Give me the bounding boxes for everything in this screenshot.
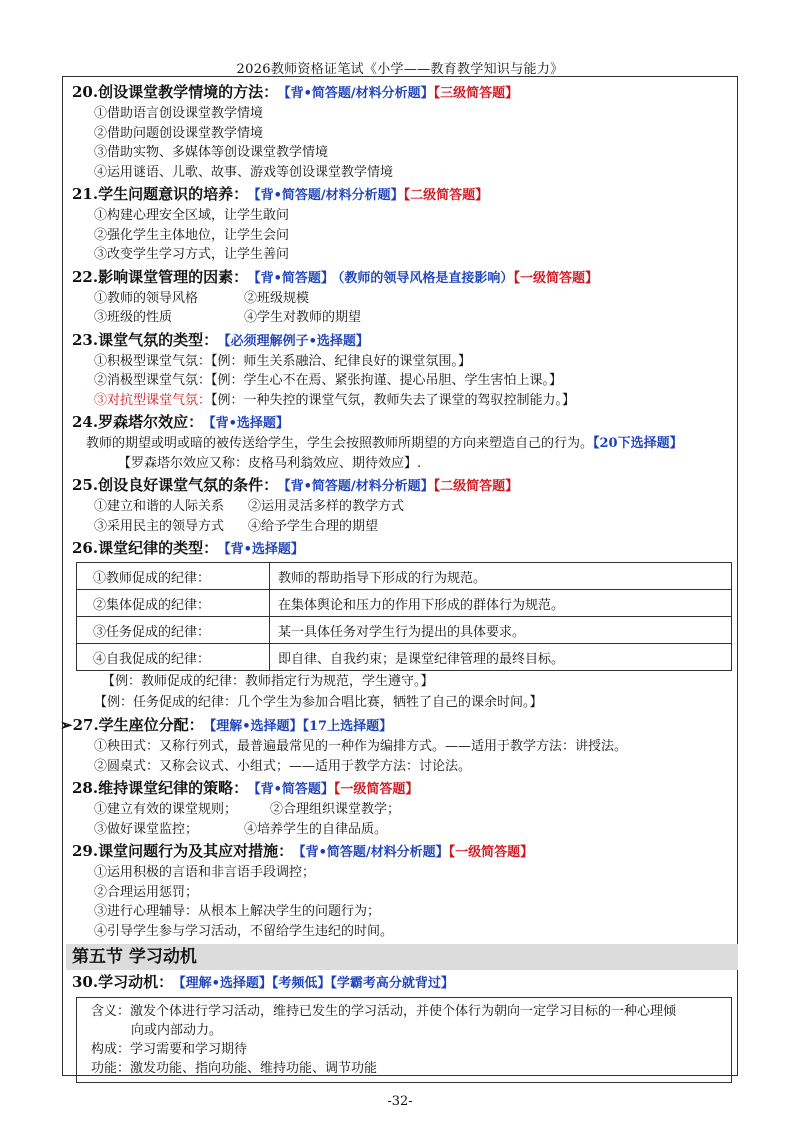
section-26-tag: 【背•选择题】 [224,542,304,557]
section-22-title: 22.影响课堂管理的因素： [72,267,249,286]
list-item: ②合理组织课堂教学； [270,802,401,817]
composition-text: 构成：学习需要和学习期待 [91,1042,248,1057]
section-29-level: 【一级简答题】 [448,845,534,860]
chapter-heading: 第五节 学习动机 [66,944,738,970]
section-24 [72,412,732,473]
section-23 [72,330,732,411]
list-item: ③采用民主的领导方式 [94,518,225,534]
section-30-title: 30.学习动机： [72,973,174,991]
list-item: ①教师的领导风格 [94,290,199,306]
section-23-title: 23.课堂气氛的类型： [72,330,219,349]
section-25-title: 25.创设良好课堂气氛的条件： [72,476,279,494]
list-item: ②借助问题创设课堂教学情境 [94,125,264,141]
table-row [77,563,732,590]
page-number: -32- [387,1094,413,1109]
list-item: ①秧田式：又称行列式，最普遍最常见的一种作为编排方式。——适用于教学方法：讲授法。 [94,739,628,754]
section-29-tag: 【背•简答题/材料分析题】 [299,845,449,860]
section-25-tag: 【背•简答题/材料分析题】 [284,479,434,494]
list-item: ③班级的性质 [94,310,173,325]
section-26 [72,538,732,713]
section-20-tag: 【背•简答题/材料分析题】 [284,86,434,101]
table-cell-desc: 教师的帮助指导下形成的行为规范。 [270,563,732,590]
atmosphere-type: ①积极型课堂气氛： [94,353,212,369]
table-cell-desc: 在集体舆论和压力的作用下形成的群体行为规范。 [270,590,732,617]
definition-label: 含义： [91,1004,131,1019]
section-20-level: 【三级简答题】 [433,86,519,101]
section-27 [60,715,732,776]
section-25-level: 【二级简答题】 [433,479,519,494]
table-row [77,617,732,644]
table-cell-desc: 某一具体任务对学生行为提出的具体要求。 [270,617,732,644]
example-2: 【例：任务促成的纪律：几个学生为参加合唱比赛，牺牲了自己的课余时间。】 [94,695,543,710]
section-25 [72,475,732,536]
section-27-title: 27.学生座位分配： [72,716,204,734]
atmosphere-example: 【例：学生心不在焉、紧张拘谨、提心吊胆、学生害怕上课。】 [211,373,563,388]
section-21-tag: 【背•简答题/材料分析题】 [254,188,404,203]
definition-text: 激发个体进行学习活动，维持已发生的学习活动，并使个体行为朝向一定学习目标的一种心理倾 [130,1004,677,1019]
section-28-tag: 【背•简答题】 [254,782,334,797]
section-23-tag: 【必须理解例子•选择题】 [224,333,369,349]
table-cell-type: ③任务促成的纪律： [77,617,270,644]
section-24-text: 教师的期望或明或暗的被传送给学生，学生会按照教师所期望的方向来塑造自己的行为。 [86,436,594,451]
section-22 [72,267,732,328]
discipline-table [76,562,732,671]
table-cell-type: ①教师促成的纪律： [77,563,270,590]
page-header: 2026教师资格证笔试《小学——教育教学知识与能力》 [236,62,564,77]
list-item: ④学生对教师的期望 [244,310,362,325]
list-item: ①运用积极的言语和非言语手段调控； [94,865,316,880]
section-24-title: 24.罗森塔尔效应： [72,413,204,431]
list-item: ④引导学生参与学习活动，不留给学生违纪的时间。 [94,923,394,939]
list-item: ②班级规模 [244,290,310,306]
table-row [77,590,732,617]
section-24-alias: 【罗森塔尔效应又称：皮格马利翁效应、期待效应】. [118,455,422,471]
section-28-title: 28.维持课堂纪律的策略： [72,779,249,797]
list-item: ②运用灵活多样的教学方式 [248,499,405,514]
section-20-title: 20.创设课堂教学情境的方法： [72,83,279,101]
section-21-title: 21.学生问题意识的培养： [72,185,249,203]
section-22-level: 【一级简答题】 [513,270,598,286]
atmosphere-example: 【例：一种失控的课堂气氛，教师失去了课堂的驾驭控制能力。】 [211,392,576,408]
list-item: ②强化学生主体地位，让学生会问 [94,227,290,243]
section-21-level: 【二级简答题】 [403,188,489,203]
list-item: ④运用谜语、儿歌、故事、游戏等创设课堂教学情境 [94,164,394,180]
list-item: ①借助语言创设课堂教学情境 [94,106,264,121]
atmosphere-type: ②消极型课堂气氛： [94,373,212,388]
list-item: ③进行心理辅导：从根本上解决学生的问题行为； [94,904,381,919]
section-29-title: 29.课堂问题行为及其应对措施： [72,842,294,860]
section-20 [72,82,732,182]
section-26-title: 26.课堂纪律的类型： [72,539,219,557]
list-item: ②圆桌式：又称会议式、小组式；——适用于教学方法：讨论法。 [94,758,472,774]
section-28-level: 【一级简答题】 [333,782,419,797]
definition-box [76,997,732,1083]
section-24-tag: 【背•选择题】 [209,416,289,431]
table-cell-desc: 即自律、自我约束；是课堂纪律管理的最终目标。 [270,644,732,671]
list-item: ③改变学生学习方式，让学生善问 [94,247,290,262]
section-28 [72,778,732,839]
list-item: ③借助实物、多媒体等创设课堂教学情境 [94,145,329,160]
section-21 [72,184,732,265]
list-item: ③做好课堂监控； [94,821,199,837]
list-item: ①建立有效的课堂规则； [94,802,238,817]
atmosphere-type: ③对抗型课堂气氛： [94,392,212,408]
list-item: ①建立和谐的人际关系 [94,499,225,514]
table-cell-type: ④自我促成的纪律： [77,644,270,671]
table-cell-type: ②集体促成的纪律： [77,590,270,617]
definition-text-cont: 向或内部动力。 [131,1023,223,1038]
section-30-tag: 【理解•选择题】【考频低】【学霸考高分就背过】 [179,976,454,991]
example-1: 【例：教师促成的纪律：教师指定行为规范，学生遵守。】 [102,674,434,689]
section-29 [72,841,732,941]
section-27-exam-tag: 【17上选择题】 [302,719,393,734]
list-item: ②合理运用惩罚； [94,884,199,900]
arrow-icon: ➢ [60,716,73,734]
list-item: ④给予学生合理的期望 [248,518,379,534]
table-row [77,644,732,671]
section-30 [72,972,732,1083]
section-24-exam-tag: 【20下选择题】 [593,436,683,451]
section-22-tag: 【背•简答题】 [254,270,334,286]
section-22-note: （教师的领导风格是直接影响） [337,270,514,286]
page-content [60,80,732,1083]
list-item: ④培养学生的自律品质。 [244,821,388,837]
atmosphere-example: 【例：师生关系融洽、纪律良好的课堂氛围。】 [211,353,472,369]
list-item: ①构建心理安全区域，让学生敢问 [94,208,290,223]
section-27-tag: 【理解•选择题】 [209,719,303,734]
function-text: 功能：激发功能、指向功能、维持功能、调节功能 [91,1061,378,1076]
